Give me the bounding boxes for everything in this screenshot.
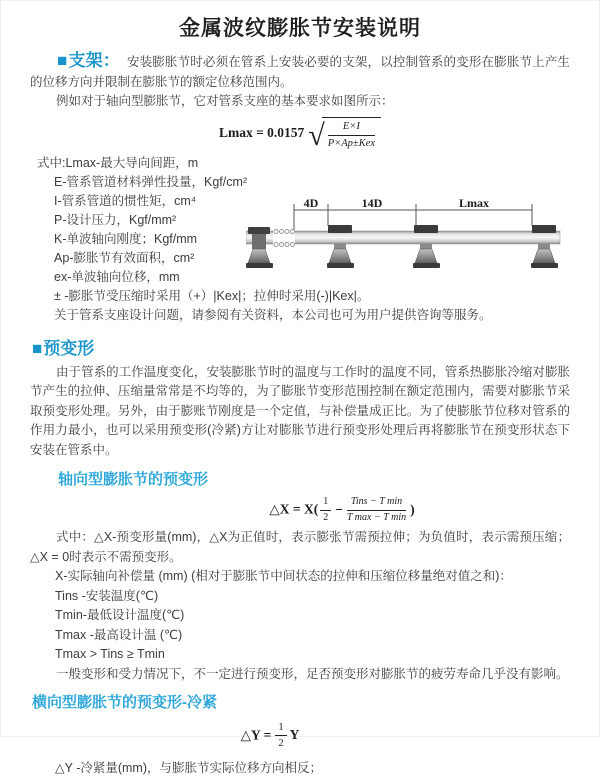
fixed-anchor (246, 227, 273, 268)
lateral-preform-formula (0, 721, 540, 750)
plusminus-line: ± -膨胀节受压缩时采用（+）|Kex|；拉伸时采用(-)|Kex|。 (54, 288, 370, 303)
fraction-numerator: E×I (328, 120, 375, 135)
fraction-denominator: 2 (323, 511, 329, 523)
axial-definition-line: Tmax > Tins ≥ Tmin (55, 647, 165, 661)
temperature-fraction (347, 496, 406, 524)
where-line: 式中:Lmax-最大导向间距，m (37, 155, 199, 170)
formula-lhs: △X = X( (269, 501, 319, 517)
lateral-subsection-heading: 横向型膨胀节的预变形-冷紧 (32, 694, 217, 711)
definition-line: P-设计压力，Kgf/mm² (54, 212, 177, 227)
half-fraction (275, 721, 286, 750)
definition-line: ex-单波轴向位移，mm (54, 269, 180, 284)
preform-heading-label: 预变形 (43, 338, 95, 358)
fraction-denominator: 2 (278, 738, 284, 750)
axial-note-line: 一般变形和受力情况下，不一定进行预变形，足否预变形对膨胀节的疲劳寿命几乎没有影响。 (56, 666, 569, 681)
dim-label-4d: 4D (303, 196, 319, 210)
support-intro-text: 安装膨胀节时必须在管系上安装必要的支架，以控制管系的变形在膨胀节上产生的位移方向并限制在膨胀节的额定位移范围内。 (30, 55, 570, 89)
definition-line: E-管系管道材料弹性投量，Kgf/cm² (54, 174, 248, 189)
dim-label-14d: 14D (361, 196, 383, 210)
bellows (273, 230, 295, 247)
axial-definition-line: Tmax -最高设计温 (℃) (55, 627, 183, 642)
radical-sign: √ (308, 118, 325, 152)
fraction-numerator: 1 (275, 721, 286, 736)
axial-definition-line: X-实际轴向补偿量 (mm) (相对于膨胀节中间状态的拉伸和压缩位移量绝对值之和)： (55, 569, 512, 583)
closing-line: 关于管系支座设计问题，请参阅有关资料，本公司也可为用户提供咨询等服务。 (54, 307, 492, 322)
radicand (322, 117, 381, 149)
axial-where-line: 式中：△X-预变形量(mm)，△X为正值时，表示膨张节需预拉伸；为负值时，表示需预压缩；△X = 0时表示不需预变形。 (30, 530, 570, 564)
formula-rhs: Y (289, 727, 300, 743)
support-section-heading (57, 51, 120, 70)
preform-paragraph: 由于管系的工作温度变化，安装膨胀节时的温度与工作时的温度不同，管系热膨胀冷缩对膨胀节产生的拉伸、压缩量常常是不均等的，为了膨胀节变形范围控制在额定范围内，需要对膨胀节采取预变形处理。另外，由于膨账节刚度是一个定值，与补偿量成正比。为了使膨胀节位移对管系的作用力最小，也可以采用预变形(冷紧)方让对膨胀节进行预变形处理后再将膨胀节在预变形状态下安装在管系中。 (30, 364, 570, 457)
formula-lhs: Lmax = 0.0157 (218, 125, 305, 141)
support-intro-paragraph (30, 51, 570, 92)
section-bullet-icon: ■ (32, 338, 43, 358)
axial-definition-line: Tmin-最低设计温度(℃) (55, 608, 185, 622)
lmax-formula (30, 117, 570, 151)
pipe-support-diagram (246, 196, 598, 292)
fraction-denominator: T max − T min (346, 511, 407, 523)
half-fraction (320, 496, 331, 524)
formula-lhs: △Y = (240, 727, 272, 743)
minus-sign: − (335, 501, 343, 517)
preform-section-heading (32, 334, 570, 359)
fraction-numerator: 1 (320, 496, 331, 511)
definition-line: Ap-膨胀节有效面积，cm² (54, 250, 195, 265)
fraction-denominator: P×Ap±Kex (327, 137, 376, 149)
support-example-line: 例如对于轴向型膨胀节，它对管系支座的基本要求如图所示： (56, 94, 394, 108)
section-bullet-icon: ■ (57, 51, 68, 70)
definition-line: K-单波轴向刚度；Kgf/mm (54, 231, 198, 246)
support-heading-label: 支架： (68, 51, 120, 70)
fraction-numerator: Tins − T min (347, 496, 406, 511)
lateral-definition-line: △Y -冷紧量(mm)，与膨胀节实际位移方向相反； (55, 761, 323, 776)
axial-subsection-heading: 轴向型膨胀节的预变形 (58, 471, 209, 488)
dim-label-lmax: Lmax (459, 196, 489, 210)
definition-line: I-管系管道的惯性矩，cm⁴ (54, 193, 197, 208)
pipe-guide-support (531, 225, 558, 268)
axial-definition-line: Tins -安装温度(℃) (55, 588, 159, 603)
pipe-guide-support (413, 225, 440, 268)
page-title: 金属波纹膨胀节安装说明 (179, 17, 421, 40)
formula-fraction (328, 120, 375, 149)
axial-preform-formula (72, 496, 600, 524)
close-paren: ) (410, 501, 415, 517)
pipe-guide-support (327, 225, 354, 268)
